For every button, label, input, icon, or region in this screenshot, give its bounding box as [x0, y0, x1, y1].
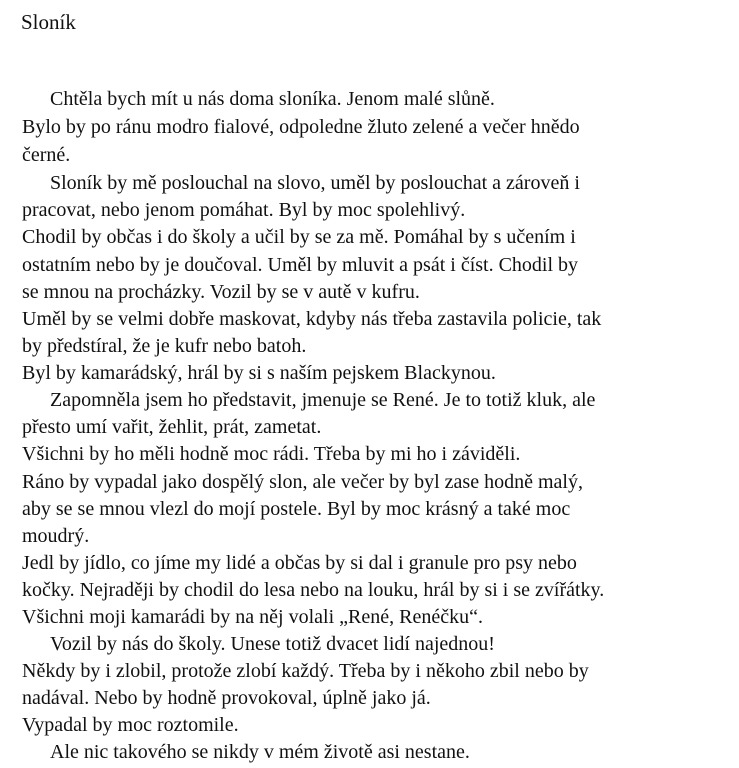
text-line: Vypadal by moc roztomile.	[22, 714, 239, 736]
text-line: černé.	[22, 144, 71, 166]
text-line: kočky. Nejraději by chodil do lesa nebo na louku, hrál by si i se zvířátky.	[22, 579, 605, 601]
text-line: Chtěla bych mít u nás doma sloníka. Jenom malé slůně.	[50, 88, 495, 110]
text-line: Někdy by i zlobil, protože zlobí každý. Třeba by i někoho zbil nebo by	[22, 660, 589, 682]
text-line: se mnou na procházky. Vozil by se v autě v kufru.	[22, 281, 420, 303]
text-line: přesto umí vařit, žehlit, prát, zametat.	[22, 416, 322, 438]
text-line: Sloník by mě poslouchal na slovo, uměl by poslouchat a zároveň i	[50, 172, 580, 194]
text-line: Uměl by se velmi dobře maskovat, kdyby nás třeba zastavila policie, tak	[22, 308, 602, 330]
text-line: Ráno by vypadal jako dospělý slon, ale večer by byl zase hodně malý,	[22, 471, 583, 493]
text-line: moudrý.	[22, 525, 90, 547]
text-line: Všichni by ho měli hodně moc rádi. Třeba by mi ho i záviděli.	[22, 443, 521, 465]
text-line: Jedl by jídlo, co jíme my lidé a občas by si dal i granule pro psy nebo	[22, 552, 577, 574]
text-line: Ale nic takového se nikdy v mém životě asi nestane.	[50, 741, 470, 763]
text-line: ostatním nebo by je doučoval. Uměl by mluvit a psát i číst. Chodil by	[22, 254, 579, 276]
text-line: Vozil by nás do školy. Unese totiž dvacet lidí najednou!	[50, 633, 495, 655]
text-line: Bylo by po ránu modro fialové, odpoledne žluto zelené a večer hnědo	[22, 116, 580, 138]
text-line: aby se se mnou vlezl do mojí postele. Byl by moc krásný a také moc	[22, 498, 571, 520]
text-line: Všichni moji kamarádi by na něj volali „René, Renéčku“.	[22, 606, 483, 628]
text-line: by předstíral, že je kufr nebo batoh.	[22, 335, 307, 357]
text-line: nadával. Nebo by hodně provokoval, úplně jako já.	[22, 687, 431, 709]
text-line: Chodil by občas i do školy a učil by se za mě. Pomáhal by s učením i	[22, 226, 576, 248]
text-line: Zapomněla jsem ho představit, jmenuje se René. Je to totiž kluk, ale	[50, 389, 596, 411]
text-line: Byl by kamarádský, hrál by si s naším pejskem Blackynou.	[22, 362, 496, 384]
document-title: Sloník	[21, 10, 76, 34]
text-line: pracovat, nebo jenom pomáhat. Byl by moc spolehlivý.	[22, 199, 466, 221]
